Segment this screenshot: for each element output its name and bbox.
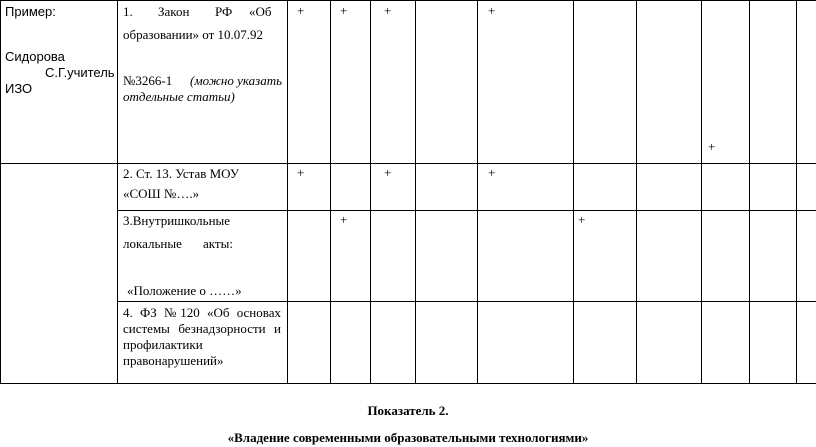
column-divider bbox=[370, 0, 371, 384]
teacher-surname: Сидорова bbox=[5, 49, 65, 64]
row1-mark: + bbox=[488, 3, 496, 18]
column-divider bbox=[117, 0, 118, 384]
table-border-top bbox=[0, 0, 816, 1]
example-label: Пример: bbox=[5, 4, 56, 19]
row4-line2: системы безнадзорности и bbox=[123, 321, 281, 336]
teacher-subject: ИЗО bbox=[5, 81, 33, 96]
row2-line1: 2. Ст. 13. Устав МОУ bbox=[123, 166, 240, 181]
row3-line2-word2: акты: bbox=[203, 236, 233, 251]
row2-mark: + bbox=[488, 165, 496, 180]
row3-line2-word1: локальные bbox=[123, 236, 182, 251]
row1-mark: + bbox=[340, 3, 348, 18]
row2-mark: + bbox=[384, 165, 392, 180]
teacher-initials-role: С.Г.учитель bbox=[45, 65, 115, 80]
row-divider bbox=[117, 301, 816, 302]
column-divider bbox=[287, 0, 288, 384]
column-divider bbox=[477, 0, 478, 384]
column-divider bbox=[796, 0, 797, 384]
row1-doc-number: №3266-1 bbox=[123, 73, 173, 88]
row3-line3: «Положение о ……» bbox=[127, 283, 242, 298]
row3-line1: 3.Внутришкольные bbox=[123, 213, 231, 228]
row1-note-part1: (можно указать bbox=[190, 73, 282, 88]
row-divider bbox=[0, 163, 816, 164]
row1-word-law: Закон bbox=[158, 4, 190, 19]
column-divider bbox=[330, 0, 331, 384]
row1-note-part2: отдельные статьи) bbox=[123, 89, 235, 104]
column-divider bbox=[749, 0, 750, 384]
row1-mark: + bbox=[384, 3, 392, 18]
row1-word-rf: РФ bbox=[215, 4, 233, 19]
row3-mark: + bbox=[340, 212, 348, 227]
column-divider bbox=[0, 0, 1, 384]
section-subheading: «Владение современными образовательными технологиями» bbox=[227, 430, 589, 445]
row4-line1: 4. ФЗ №120 «Об основах bbox=[123, 305, 281, 320]
row2-line2: «СОШ №….» bbox=[123, 186, 200, 201]
row1-mark: + bbox=[297, 3, 305, 18]
column-divider bbox=[636, 0, 637, 384]
row3-mark: + bbox=[578, 212, 586, 227]
row4-line3: профилактики bbox=[123, 337, 203, 352]
row1-mark: + bbox=[708, 139, 716, 154]
row1-number: 1. bbox=[123, 4, 133, 19]
column-divider bbox=[415, 0, 416, 384]
row1-line2: образовании» от 10.07.92 bbox=[123, 27, 264, 42]
column-divider bbox=[701, 0, 702, 384]
column-divider bbox=[573, 0, 574, 384]
row2-mark: + bbox=[297, 165, 305, 180]
section-heading: Показатель 2. bbox=[367, 403, 449, 418]
row1-word-about: «Об bbox=[249, 4, 272, 19]
row-divider bbox=[117, 210, 816, 211]
table-border-bottom bbox=[0, 383, 816, 384]
row4-line4: правонарушений» bbox=[123, 353, 224, 368]
